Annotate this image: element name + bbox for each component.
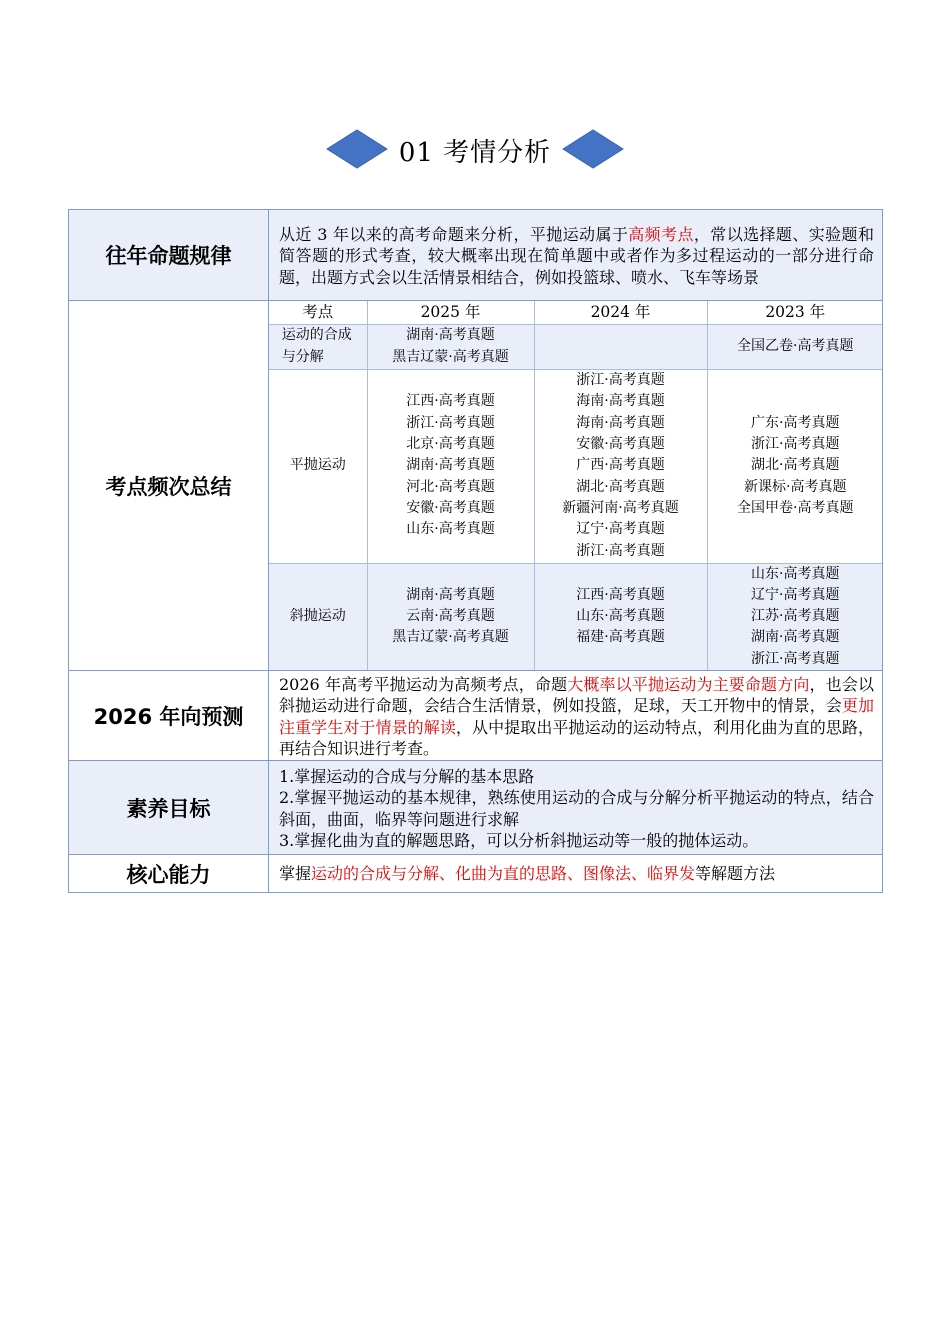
pattern-text: 从近 3 年以来的高考命题来分析，平抛运动属于高频考点，常以选择题、实验题和简答题的形式考查，较大概率出现在简单题中或者作为多过程运动的一部分进行命题，出题方式会以生活情景相结合，例如投篮球、喷水、飞车等场景 [279,224,874,287]
literacy-header: 素养目标 [69,761,269,855]
page-title: 01 考情分析 [398,138,552,168]
table-row [269,563,883,670]
col-2023: 2023 年 [707,301,883,324]
frequency-header-row [269,301,883,324]
topic-cell: 平抛运动 [269,369,367,563]
frequency-row [69,301,883,671]
list-item: 3.掌握化曲为直的解题思路，可以分析斜抛运动等一般的抛体运动。 [279,831,759,850]
analysis-table [68,209,883,893]
y2023-cell: 广东·高考真题 浙江·高考真题 湖北·高考真题 新课标·高考真题 全国甲卷·高考真题 [707,369,883,563]
forecast-header: 2026 年向预测 [69,671,269,761]
y2024-cell: 江西·高考真题 山东·高考真题 福建·高考真题 [534,563,707,670]
table-row [269,369,883,563]
literacy-row [69,761,883,855]
core-text: 掌握运动的合成与分解、化曲为直的思路、图像法、临界发等解题方法 [279,863,776,883]
pattern-header: 往年命题规律 [69,210,269,301]
literacy-list [269,764,882,852]
topic-cell: 斜抛运动 [269,563,367,670]
forecast-text: 2026 年高考平抛运动为高频考点，命题大概率以平抛运动为主要命题方向，也会以斜抛运动进行命题，会结合生活情景，例如投篮，足球，天工开物中的情景，会更加注重学生对于情景的解读，从中提取出平抛运动的运动特点，利用化曲为直的思路，再结合知识进行考查。 [279,674,874,758]
list-item: 2.掌握平抛运动的基本规律，熟练使用运动的合成与分解分析平抛运动的特点，结合斜面，曲面，临界等问题进行求解 [279,788,874,829]
core-row [69,855,883,893]
frequency-table [269,301,883,670]
forecast-row [69,671,883,761]
y2023-cell: 全国乙卷·高考真题 [707,324,883,369]
frequency-header: 考点频次总结 [69,301,269,671]
y2025-cell: 湖南·高考真题 云南·高考真题 黑吉辽蒙·高考真题 [367,563,534,670]
y2023-cell: 山东·高考真题 辽宁·高考真题 江苏·高考真题 湖南·高考真题 浙江·高考真题 [707,563,883,670]
topic-cell: 运动的合成与分解 [269,324,367,369]
section-title [0,128,950,172]
pattern-highlight: 高频考点 [628,224,694,244]
y2024-cell: 浙江·高考真题 海南·高考真题 海南·高考真题 安徽·高考真题 广西·高考真题 湖北·高考真题 新疆河南·高考真题 辽宁·高考真题 浙江·高考真题 [534,369,707,563]
right-diamond-icon [561,128,625,170]
col-2025: 2025 年 [367,301,534,324]
col-2024: 2024 年 [534,301,707,324]
y2024-cell [534,324,707,369]
pattern-row [69,210,883,301]
y2025-cell: 湖南·高考真题 黑吉辽蒙·高考真题 [367,324,534,369]
list-item: 1.掌握运动的合成与分解的基本思路 [279,766,535,786]
table-row [269,324,883,369]
y2025-cell: 江西·高考真题 浙江·高考真题 北京·高考真题 湖南·高考真题 河北·高考真题 安徽·高考真题 山东·高考真题 [367,369,534,563]
core-header: 核心能力 [69,855,269,893]
col-topic: 考点 [269,301,367,324]
